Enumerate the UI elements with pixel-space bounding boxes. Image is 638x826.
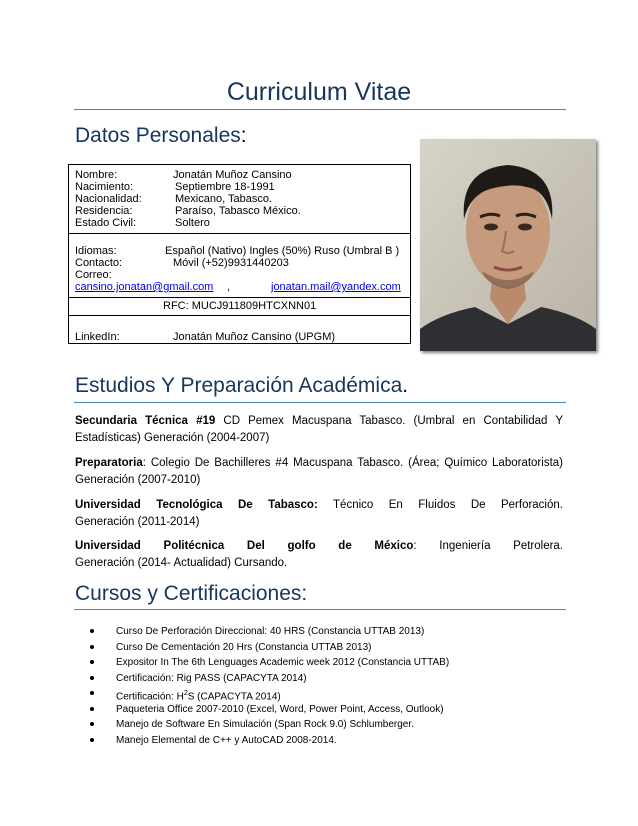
value-rfc: RFC: MUCJ911809HTCXNN01 [163, 300, 317, 312]
section-personal-heading: Datos Personales: [75, 124, 247, 147]
bullet-icon [90, 645, 94, 649]
value-residencia: Paraíso, Tabasco México. [175, 205, 301, 217]
label-residencia: Residencia: [75, 205, 133, 217]
section-courses-heading: Cursos y Certificaciones: [75, 582, 308, 605]
table-divider [69, 315, 410, 316]
section-studies-heading: Estudios Y Preparación Académica. [75, 374, 409, 397]
label-contacto: Contacto: [75, 257, 123, 269]
study-item-secundaria: Secundaria Técnica #19 CD Pemex Macuspana Tabasco. (Umbral en Contabilidad Y Estadísticas) Generación (2004-2007) [75, 415, 563, 444]
bullet-icon [90, 676, 94, 680]
title-rule [74, 109, 566, 110]
bullet-icon [90, 707, 94, 711]
personal-info-table [68, 164, 411, 344]
value-linkedin: Jonatán Muñoz Cansino (UPGM) [173, 331, 336, 343]
email-separator: , [227, 281, 231, 293]
value-nacimiento: Septiembre 18-1991 [175, 181, 275, 193]
label-nacimiento: Nacimiento: [75, 181, 134, 193]
email-link-yandex[interactable]: jonatan.mail@yandex.com [271, 281, 401, 293]
value-nacionalidad: Mexicano, Tabasco. [175, 193, 273, 205]
label-linkedin: LinkedIn: [75, 331, 120, 343]
email-link-gmail[interactable]: cansino.jonatan@gmail.com [75, 281, 214, 293]
value-contacto: Móvil (+52)9931440203 [173, 257, 289, 269]
portrait-image [420, 139, 596, 351]
study-item-utt: Universidad Tecnológica De Tabasco: Técnico En Fluidos De Perforación. Generación (2011-2014) [75, 499, 563, 528]
bullet-icon [90, 738, 94, 742]
courses-rule [74, 609, 566, 610]
label-nombre: Nombre: [75, 169, 118, 181]
bullet-icon [90, 691, 94, 695]
label-estado-civil: Estado Civil: [75, 217, 137, 229]
label-idiomas: Idiomas: [75, 245, 117, 257]
study-item-preparatoria: Preparatoria: Colegio De Bachilleres #4 Macuspana Tabasco. (Área; Químico Laboratorista) Generación (2007-2010) [75, 457, 563, 486]
table-divider [69, 297, 410, 298]
value-idiomas: Español (Nativo) Ingles (50%) Ruso (Umbral B ) [165, 245, 400, 257]
label-correo: Correo: [75, 269, 112, 281]
bullet-icon [90, 722, 94, 726]
profile-photo [420, 139, 596, 351]
value-nombre: Jonatán Muñoz Cansino [173, 169, 292, 181]
studies-rule [74, 402, 566, 403]
bullet-icon [90, 629, 94, 633]
page-title: Curriculum Vitae [226, 78, 412, 106]
study-item-upgm: Universidad Politécnica Del golfo de México: Ingeniería Petrolera. Generación (2014- Actualidad) Cursando. [75, 540, 564, 569]
value-estado-civil: Soltero [175, 217, 210, 229]
table-divider [69, 233, 410, 234]
bullet-icon [90, 660, 94, 664]
label-nacionalidad: Nacionalidad: [75, 193, 142, 205]
